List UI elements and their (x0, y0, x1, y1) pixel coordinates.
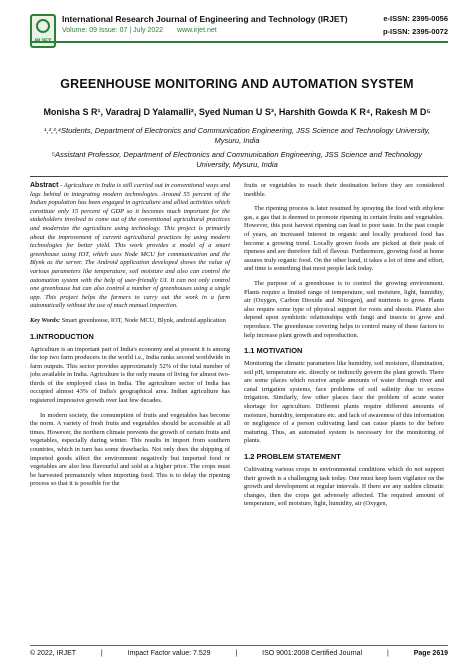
ripening-paragraph: The ripening process is later resumed by spraying the food with ethylene gas, a gas that is deemed to promote ripening in certain fruits and vegetables. However, this post harvest ripening can lead to poor taste. In the past couple of years, an increased interest in organic and locally produced food has become a growing trend. Locally grown foods are picked at their peak of ripeness and are therefore full of flavour. Furthermore, growing food at home assures truly organic food. On the other hand, it takes a lot of time and effort, and time is something that most people lack today. (244, 205, 444, 273)
footer-impact-factor: Impact Factor value: 7.529 (127, 650, 211, 657)
header-divider (30, 41, 448, 43)
section-heading-problem-statement: 1.2 PROBLEM STATEMENT (244, 452, 341, 462)
affiliation-students: ¹,²,³,⁴Students, Department of Electronics and Communication Engineering, JSS Science and Technology University, Mysuru, India (44, 126, 430, 145)
footer-separator: | (100, 650, 103, 657)
journal-meta (62, 27, 229, 34)
page-footer (30, 650, 448, 657)
intro-paragraph-2: In modern society, the consumption of fruits and vegetables has become the norm. A variety of fresh fruits and vegetables should be accessible at all times. However, the northern climate prevents the growth of certain fruits and vegetables, especially during winter. This results in import from southern countries, which in turn has some drawbacks. Not only does the shipping of imported goods affect the environment negatively but imported food or vegetables are also less flavourful and sold at a higher price. The crops must be harvested prematurely when importing food. This is to delay the ripening process so that it is possible for the (30, 411, 230, 488)
purpose-paragraph: The purpose of a greenhouse is to control the growing environment. Plants require a limited range of temperature, soil moisture, light, humidity, air (Oxygen, Carbon Dioxide and Nitrogen), and nutrients to grow. Plants also require some type of physical support for roots and shoots. Plants also depend upon symbiotic relationships with fungi and insects to grow and reproduce. The greenhouse covering helps to control many of these factors to help increase plant growth and reproduction. (244, 279, 444, 339)
journal-name: International Research Journal of Engineering and Technology (IRJET) (62, 14, 348, 24)
logo-emblem-icon (36, 19, 50, 33)
continued-paragraph: fruits or vegetables to reach their destination before they are considered inedible. (244, 182, 444, 198)
keywords-label: Key Words: (30, 316, 61, 324)
keywords (30, 317, 230, 326)
page-number: Page 2619 (413, 650, 448, 657)
footer-copyright: © 2022, IRJET (30, 650, 77, 657)
motivation-paragraph: Monitoring the climatic parameters like humidity, soil moisture, illumination, soil pH, temperature etc. directly or indirectly govern the plant growth. There are some places which receive ample amounts of water through river and canal irrigation systems, face problems of soil salinity due to excess irrigation. Similarly, few other places face the problem of acute water shortage for agriculture. Different plants require different amounts of moisture, humidity, temperature etc. and lack of awareness of this information or negligence of a person cultivating land can cause plants to die before maturing. Thus, an automated system is necessary for the monitoring of plants. (244, 360, 444, 445)
footer-separator: | (235, 650, 238, 657)
volume-issue: Volume: 09 Issue: 07 | July 2022 (62, 27, 164, 34)
title-divider (30, 176, 448, 177)
footer-divider (30, 645, 448, 646)
keywords-text: Smart greenhouse, IOT, Node MCU, Blynk, android application (60, 316, 226, 324)
author-list: Monisha S R¹, Varadraj D Yalamalli², Syed Numan U S³, Harshith Gowda K R⁴, Rakesh M D⁵ (43, 107, 431, 117)
abstract (30, 182, 230, 311)
p-issn: p-ISSN: 2395-0072 (382, 27, 448, 36)
journal-website-link[interactable]: www.irjet.net (177, 27, 217, 34)
abstract-text: - Agriculture in India is still carried out in conventional ways and lags behind in integrating modern technologies. Around 55 percent of the Indian population has been engaged in agriculture and allied activities which constitute only 15 percent of GDP so it becomes much important for the stakeholders involved to come out of the conventional agricultural practices and modernize the agriculture using technology. This project is primarily about the improvement of current agricultural practices by using modern technologies for better yield. This work provides a model of a smart greenhouse using IOT, which uses Node MCU for communication and the Blynk as the server. The Android application developed shows the value of various parameters like temperature, soil moisture and also can control the automation system with the help of user-friendly UI. It can not only control one greenhouse but can also control a number of greenhouses using a single app. This project helps the farmers to carry out the work in a farm automatically without the use of much manual inspection. (30, 182, 230, 310)
footer-separator: | (387, 650, 389, 657)
right-column (244, 182, 444, 515)
abstract-label: Abstract (30, 182, 59, 189)
problem-paragraph: Cultivating various crops in environmental conditions which do not support their growth is a challenging task today. One must keep keen vigilance on the growth and development at regular intervals. If there are any sudden climatic changes, then the crops get adversely affected. The required amount of temperature, soil moisture, light, humidity, air (Oxygen, (244, 466, 444, 508)
paper-title: GREENHOUSE MONITORING AND AUTOMATION SYSTEM (60, 77, 414, 91)
intro-paragraph-1: Agriculture is an important part of India's economy and at present it is among the top two farm producers in the world i.e., India ranks second worldwide in farm outputs. This sector provides approximately 52% of the total number of jobs available in India. Agriculture is the only means of living for almost two-thirds of the employed class in India. The agriculture sector of India has occupied almost 43% of India's geographical area. Indian agriculture has registered impressive growth over last few decades. (30, 345, 230, 405)
section-heading-introduction: 1.INTRODUCTION (30, 331, 94, 341)
footer-iso: ISO 9001:2008 Certified Journal (262, 650, 363, 657)
section-heading-motivation: 1.1 MOTIVATION (244, 346, 303, 356)
e-issn: e-ISSN: 2395-0056 (383, 14, 448, 23)
affiliation-professor: ⁵Assistant Professor, Department of Electronics and Communication Engineering, JSS Science and Technology University, Mysuru, India (51, 150, 423, 169)
left-column (30, 182, 230, 495)
